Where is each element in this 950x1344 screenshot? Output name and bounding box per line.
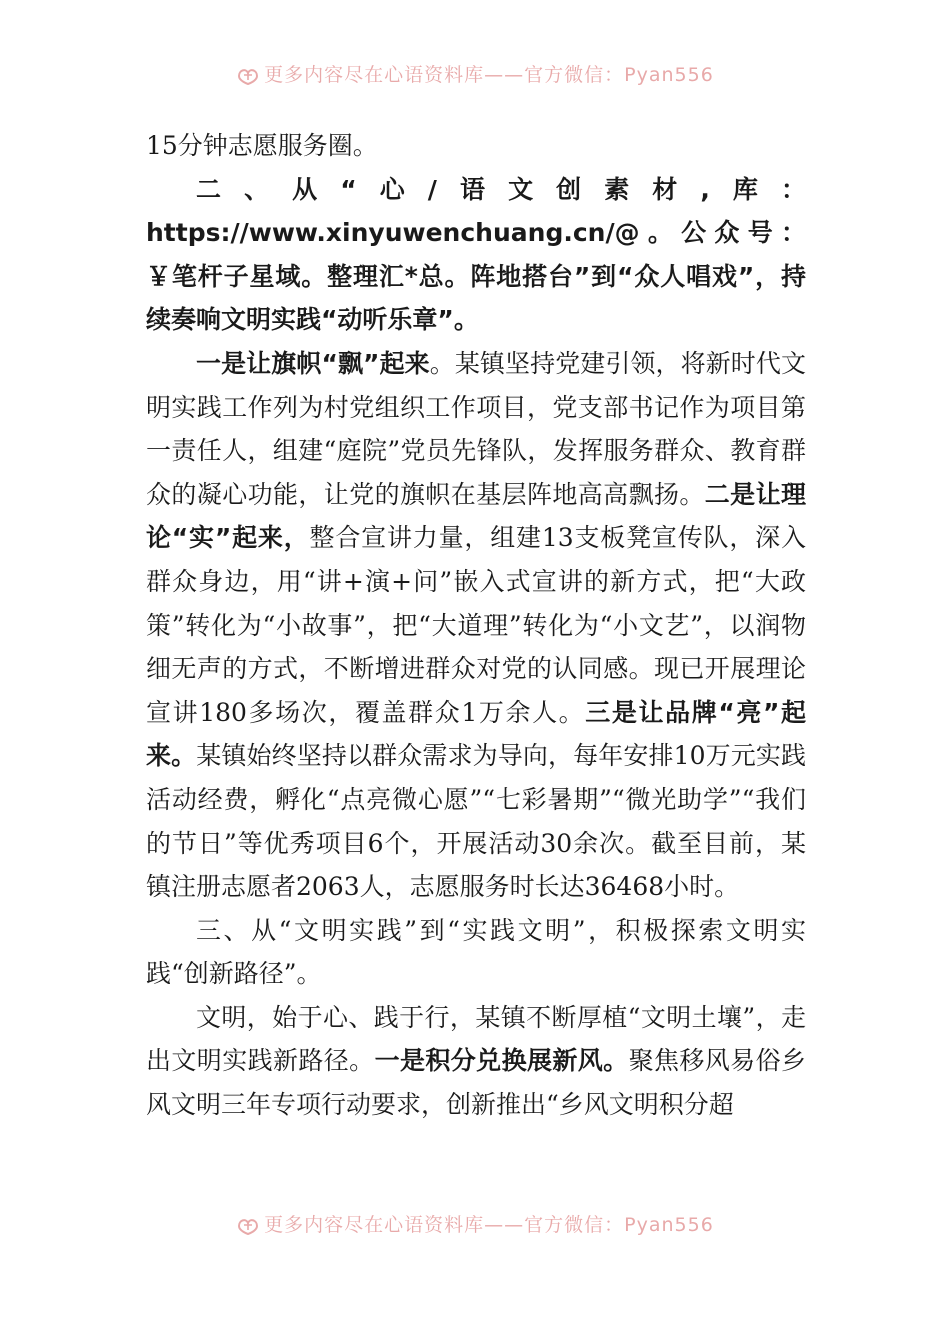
bold-lead-1: 一是让旗帜“飘”起来 [196,348,430,378]
document-body [146,124,806,1127]
bold-lead-2: 二是让理论“实”起来， [146,479,806,553]
section-heading-2: 二、从“心/语文创素材,库：https://www.xinyuwenchuang.cn/@。公众号：￥笔杆子星域。整理汇*总。阵地搭台”到“众人唱戏”，持续奏响文明实践“动听乐章”。 [146,174,806,335]
watermark-text: 更多内容尽在心语资料库——官方微信：Pyan556 [264,64,714,86]
watermark-footer [0,1210,950,1240]
bold-lead-points: 一是积分兑换展新风。 [374,1046,629,1076]
paragraph-text: 某镇始终坚持以群众需求为导向，每年安排10万元实践活动经费，孵化“点亮微心愿”“七彩暑期”“微光助学”“我们的节日”等优秀项目6个，开展活动30余次。截至目前，某镇注册志愿者2063人，志愿服务时长达36468小时。 [146,741,806,902]
watermark-logo-icon [236,1216,260,1236]
paragraph-continuation: 15分钟志愿服务圈。 [146,131,378,160]
bold-lead-3: 三是让品牌“亮”起来。 [146,697,806,771]
paragraph-text: 聚焦移风易俗乡风文明三年专项行动要求，创新推出“乡风文明积分超 [146,1046,806,1120]
paragraph-text: 文明，始于心、践于行，某镇不断厚植“文明土壤”，走出文明实践新路径。 [146,1002,806,1076]
paragraph-civilization [146,996,806,1127]
watermark-logo-icon [236,66,260,86]
watermark-header [0,60,950,90]
paragraph-text: 。某镇坚持党建引领，将新时代文明实践工作列为村党组织工作项目，党支部书记作为项目第一责任人，组建“庭院”党员先锋队，发挥服务群众、教育群众的凝心功能，让党的旗帜在基层阵地高高飘扬。 [146,348,806,509]
paragraph-text: 整合宣讲力量，组建13支板凳宣传队，深入群众身边，用“讲+演+问”嵌入式宣讲的新方式，把“大政策”转化为“小故事”，把“大道理”转化为“小文艺”，以润物细无声的方式，不断增进群众对党的认同感。现已开展理论宣讲180多场次，覆盖群众1万余人。 [146,523,806,727]
watermark-text: 更多内容尽在心语资料库——官方微信：Pyan556 [264,1214,714,1236]
paragraph-practice [146,342,806,909]
section-heading-3: 三、从“文明实践”到“实践文明”，积极探索文明实践“创新路径”。 [146,915,806,989]
